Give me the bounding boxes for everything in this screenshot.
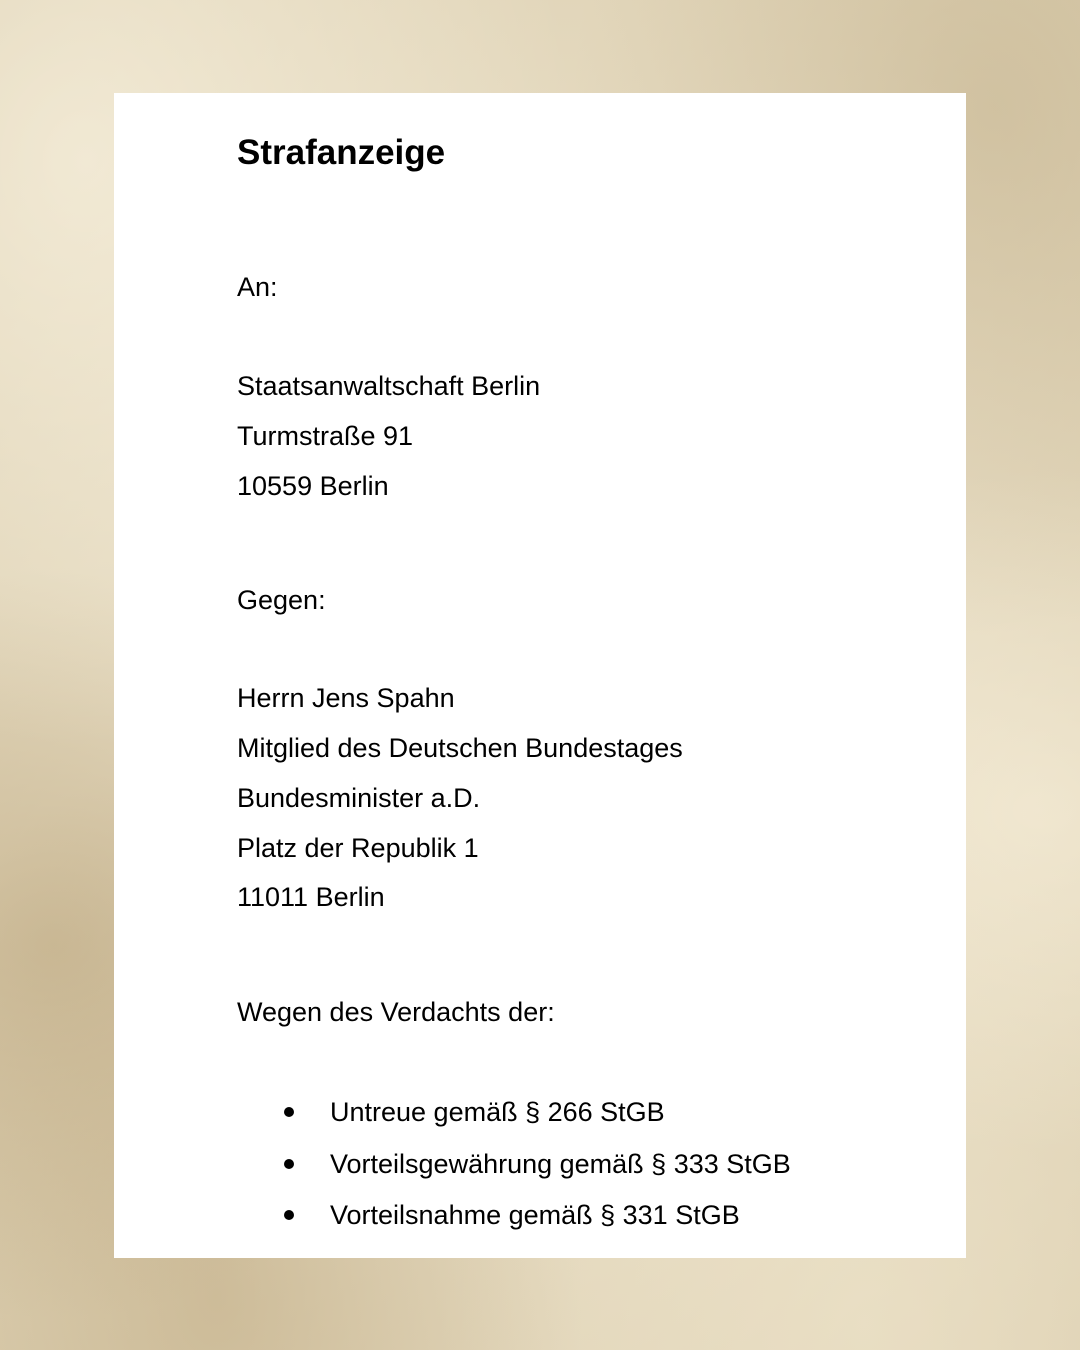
bullet-icon — [282, 1105, 296, 1119]
bullet-icon — [282, 1208, 296, 1222]
accused-title: Bundesminister a.D. — [237, 783, 481, 813]
to-label: An: — [237, 272, 278, 302]
document-title: Strafanzeige — [237, 133, 446, 172]
charge-item: Vorteilsgewährung gemäß § 333 StGB — [330, 1149, 791, 1179]
accused-city: 11011 Berlin — [237, 882, 385, 912]
recipient-city: 10559 Berlin — [237, 471, 389, 501]
against-label: Gegen: — [237, 585, 326, 615]
accused-name: Herrn Jens Spahn — [237, 683, 455, 713]
bullet-icon — [282, 1157, 296, 1171]
accused-street: Platz der Republik 1 — [237, 833, 479, 863]
recipient-street: Turmstraße 91 — [237, 421, 414, 451]
charge-item: Vorteilsnahme gemäß § 331 StGB — [330, 1200, 740, 1230]
accused-role: Mitglied des Deutschen Bundestages — [237, 733, 683, 763]
recipient-name: Staatsanwaltschaft Berlin — [237, 371, 541, 401]
charge-item: Untreue gemäß § 266 StGB — [330, 1097, 665, 1127]
document-page — [114, 93, 966, 1258]
reason-label: Wegen des Verdachts der: — [237, 997, 555, 1027]
